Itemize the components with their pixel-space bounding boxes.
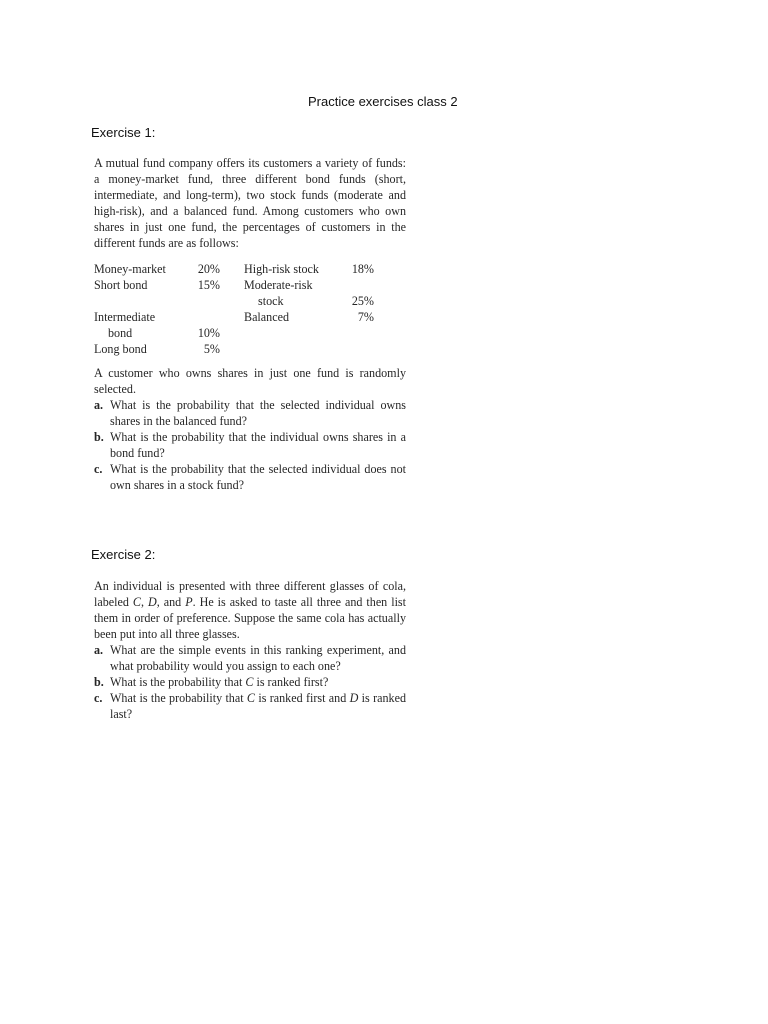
fund-pct-money-market: 20% [197,262,220,276]
question-text [110,674,406,690]
intro-separator: , and [156,595,186,609]
exercise-2-heading: Exercise 2: [91,547,156,562]
question-letter: a. [94,643,104,657]
question-a [94,397,406,429]
question-letter: b. [94,675,104,689]
fund-label-intermediate: Intermediate [94,310,156,324]
glass-p-label: P [185,595,193,609]
question-b [94,429,406,461]
glass-c-label: C [245,675,254,689]
fund-label-moderate-risk-stock: stock [258,294,284,308]
glass-d-label: D [148,595,157,609]
fund-label-money-market: Money-market [94,262,166,276]
fund-label-balanced: Balanced [244,310,289,324]
fund-pct-balanced: 7% [357,310,374,324]
question-text: What is the probability that the selected individual does not own shares in a stock fund? [110,462,406,492]
question-text-part: is ranked last? [110,691,406,721]
exercise-1-lead: A customer who owns shares in just one fund is randomly selected. [94,366,406,396]
exercise-1-intro: A mutual fund company offers its customers a variety of funds: a money-market fund, three different bond funds (short, intermediate, and long-term), two stock funds (moderate and high-risk), and a balanced fund. Among customers who own shares in just one fund, the percentages of customers in the different funds are as follows: [94,156,406,250]
question-text-part: is ranked first and [255,691,350,705]
question-letter: c. [94,691,103,705]
question-letter: a. [94,398,104,412]
question-a [94,642,406,674]
question-c [94,461,406,493]
question-text: What is the probability that the individual owns shares in a bond fund? [110,430,406,460]
intro-separator: , [140,595,148,609]
question-text: What is the probability that the selected individual owns shares in the balanced fund? [110,398,406,428]
intro-text: . He is asked to taste all three and then list them in order of preference. Suppose the same cola has actually been put into all three glasses. [94,595,407,641]
fund-label-intermediate-bond: bond [108,326,133,340]
question-letter: c. [94,462,103,476]
question-text-part: What is the probability that [110,675,246,689]
fund-label-long-bond: Long bond [94,342,147,356]
glass-c-label: C [132,595,141,609]
exercise-2-intro [94,578,406,642]
exercise-2-questions [94,642,406,722]
question-b [94,674,406,690]
intro-text: An individual is presented with three different glasses of cola, labeled [94,579,406,609]
page-title: Practice exercises class 2 [308,94,458,109]
fund-label-short-bond: Short bond [94,278,148,292]
question-text-part: is ranked first? [253,675,329,689]
question-text: What are the simple events in this ranking experiment, and what probability would you assign to each one? [110,643,406,673]
fund-label-moderate-risk: Moderate-risk [244,278,313,292]
exercise-1-questions [94,397,406,493]
question-letter: b. [94,430,104,444]
fund-pct-high-risk-stock: 18% [351,262,374,276]
exercise-1-body [94,155,406,493]
exercise-1-heading: Exercise 1: [91,125,156,140]
fund-pct-intermediate-bond: 10% [197,326,220,340]
fund-pct-long-bond: 5% [203,342,220,356]
exercise-2-body [94,578,406,722]
fund-label-high-risk-stock: High-risk stock [244,262,319,276]
fund-pct-short-bond: 15% [197,278,220,292]
question-text-part: What is the probability that [110,691,247,705]
glass-d-label: D [349,691,359,705]
fund-percentage-table [94,261,406,357]
question-text [110,690,406,722]
glass-c-label: C [246,691,255,705]
question-c [94,690,406,722]
fund-pct-moderate-risk-stock: 25% [351,294,374,308]
